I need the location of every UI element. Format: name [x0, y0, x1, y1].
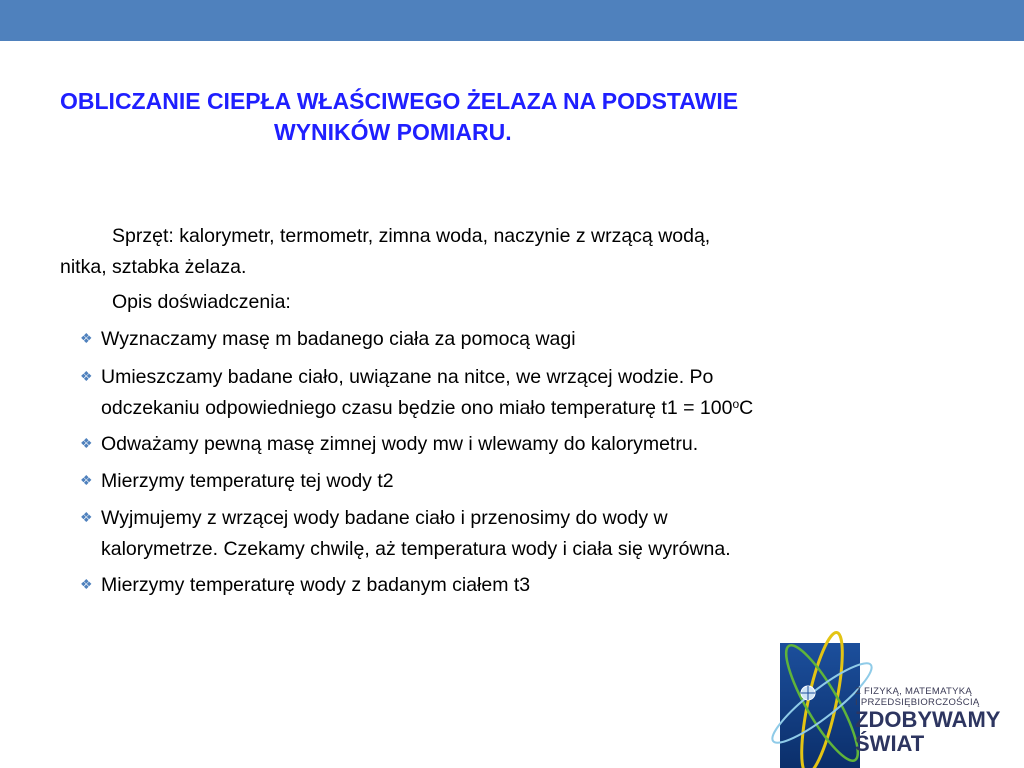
- degree-superscript: o: [732, 397, 740, 411]
- list-item: [80, 465, 394, 497]
- list-item: [80, 361, 753, 424]
- list-item-text: Mierzymy temperaturę tej wody t2: [101, 470, 394, 492]
- list-item: [80, 323, 576, 355]
- list-item: [80, 569, 530, 601]
- equipment-line-2: nitka, sztabka żelaza.: [60, 256, 247, 278]
- equipment-line-1: Sprzęt: kalorymetr, termometr, zimna woda, naczynie z wrzącą wodą,: [112, 225, 711, 247]
- title-line-1: OBLICZANIE CIEPŁA WŁAŚCIWEGO ŻELAZA NA PODSTAWIE: [60, 88, 739, 114]
- diamond-bullet-icon: ❖: [80, 435, 93, 451]
- list-item-continuation: kalorymetrze. Czekamy chwilę, aż temperatura wody i ciała się wyrówna.: [101, 538, 731, 560]
- list-item: [80, 428, 698, 460]
- logo-tagline-2: I PRZEDSIĘBIORCZOŚCIĄ: [855, 697, 980, 708]
- list-item-text: Odważamy pewną masę zimnej wody mw i wlewamy do kalorymetru.: [101, 433, 699, 455]
- list-item: [80, 502, 731, 565]
- logo-text: [855, 686, 1000, 756]
- list-item-text: Wyjmujemy z wrzącej wody badane ciało i przenosimy do wody w: [101, 507, 668, 529]
- diamond-bullet-icon: ❖: [80, 576, 93, 592]
- diamond-bullet-icon: ❖: [80, 509, 93, 525]
- diamond-bullet-icon: ❖: [80, 368, 93, 384]
- diamond-bullet-icon: ❖: [80, 472, 93, 488]
- logo-wordmark-2: ŚWIAT: [855, 731, 925, 756]
- list-item-text: Umieszczamy badane ciało, uwiązane na nitce, we wrzącej wodzie. Po: [101, 366, 714, 388]
- logo-tagline-1: Z FIZYKĄ, MATEMATYKĄ: [855, 686, 973, 697]
- title-line-2: WYNIKÓW POMIARU.: [274, 119, 512, 145]
- list-item-text: odczekaniu odpowiedniego czasu będzie ono miało temperaturę t1 = 100: [101, 397, 733, 419]
- description-label: Opis doświadczenia:: [112, 291, 291, 313]
- list-item-text: Mierzymy temperaturę wody z badanym ciałem t3: [101, 574, 531, 596]
- logo-wordmark-1: ZDOBYWAMY: [855, 707, 1001, 732]
- list-item-continuation: [80, 393, 753, 424]
- diamond-bullet-icon: ❖: [80, 330, 93, 346]
- list-item-text: C: [739, 397, 754, 419]
- list-item-text: Wyznaczamy masę m badanego ciała za pomocą wagi: [101, 328, 576, 350]
